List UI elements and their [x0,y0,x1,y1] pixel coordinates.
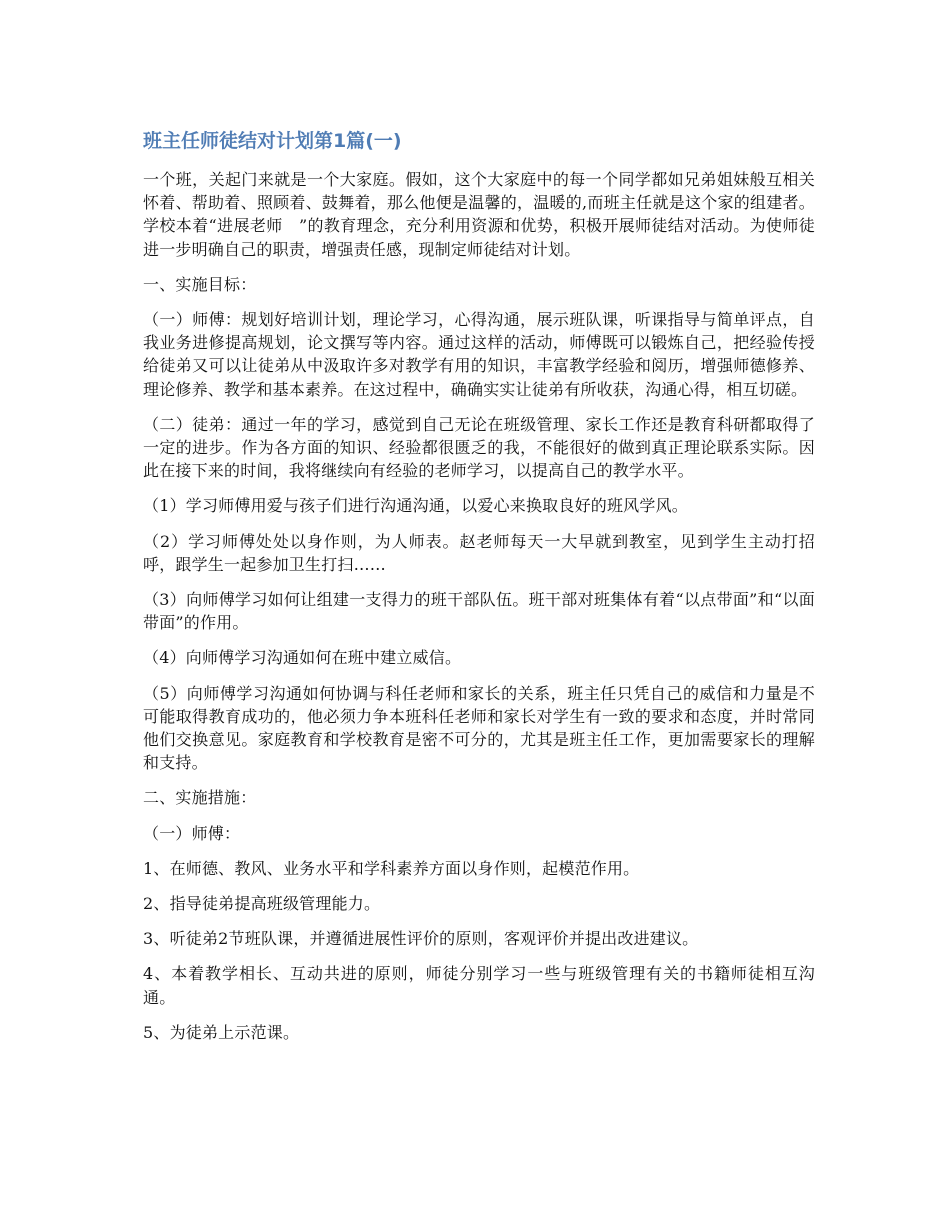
goal-apprentice-paragraph: （二）徒弟：通过一年的学习，感觉到自己无论在班级管理、家长工作还是教育科研都取得了一定的进步。作为各方面的知识、经验都很匮乏的我，不能很好的做到真正理论联系实际。因此在接下来的时间，我将继续向有经验的老师学习，以提高自己的教学水平。 [143,414,815,481]
intro-paragraph: 一个班，关起门来就是一个大家庭。假如，这个大家庭中的每一个同学都如兄弟姐妹般互相关怀着、帮助着、照顾着、鼓舞着，那么他便是温馨的，温暖的,而班主任就是这个家的组建者。学校本着“进展老师 ”的教育理念，充分利用资源和优势，积极开展师徒结对活动。为使师徒进一步明确自己的职责，增强责任感，现制定师徒结对计划。 [143,170,815,259]
list-item: 5、为徒弟上示范课。 [143,1022,300,1042]
section-heading-goals: 一、实施目标： [143,274,257,294]
list-item: （1）学习师傅用爱与孩子们进行沟通沟通，以爱心来换取良好的班风学风。 [143,496,688,516]
goal-mentor-paragraph: （一）师傅：规划好培训计划，理论学习，心得沟通，展示班队课，听课指导与简单评点，自我业务进修提高规划，论文撰写等内容。通过这样的活动，师傅既可以锻炼自己，把经验传授给徒弟又可以让徒弟从中汲取许多对教学有用的知识，丰富教学经验和阅历，增强师德修养、理论修养、教学和基本素养。在这过程中，确确实实让徒弟有所收获，沟通心得，相互切磋。 [143,310,815,399]
list-item: 3、听徒弟2节班队课，并遵循进展性评价的原则，客观评价并提出改进建议。 [143,929,699,949]
list-item: 4、本着教学相长、互动共进的原则，师徒分别学习一些与班级管理有关的书籍师徒相互沟通。 [143,964,815,1007]
list-item: （4）向师傅学习沟通如何在班中建立威信。 [143,648,462,668]
subsection-heading-mentor: （一）师傅： [143,823,241,843]
list-item: （5）向师傅学习沟通如何协调与科任老师和家长的关系，班主任只凭自己的威信和力量是不可能取得教育成功的，他必须力争本班科任老师和家长对学生有一致的要求和态度，并时常同他们交换意见。家庭教育和学校教育是密不可分的，尤其是班主任工作，更加需要家长的理解和支持。 [143,683,815,773]
document-page [143,126,815,1056]
list-item: 1、在师德、教风、业务水平和学科素养方面以身作则，起模范作用。 [143,858,640,878]
list-item: （3）向师傅学习如何让组建一支得力的班干部队伍。班干部对班集体有着“以点带面”和“以面带面”的作用。 [143,590,815,633]
section-heading-measures: 二、实施措施： [143,788,257,808]
list-item: （2）学习师傅处处以身作则，为人师表。赵老师每天一大早就到教室，见到学生主动打招呼，跟学生一起参加卫生打扫…… [143,531,815,574]
list-item: 2、指导徒弟提高班级管理能力。 [143,894,381,914]
document-title: 班主任师徒结对计划第1篇(一) [143,130,402,152]
